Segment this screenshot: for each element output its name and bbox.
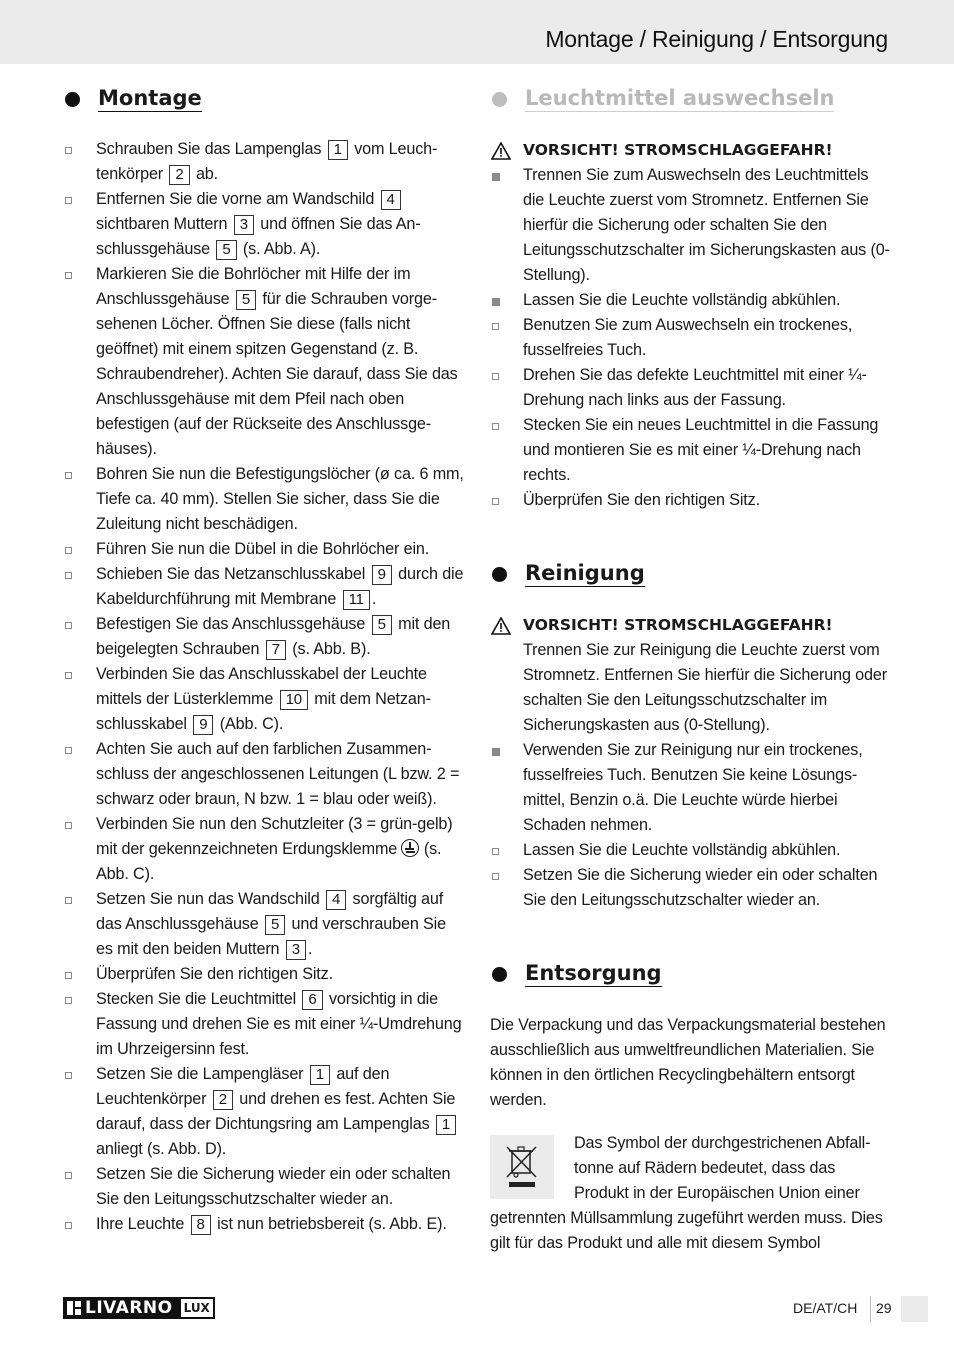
square-bullet-icon xyxy=(65,572,72,579)
item-text: Setzen Sie die Sicherung wieder ein oder schalten Sie den Leitungsschutzschalter wieder an. xyxy=(96,1165,451,1208)
item-text: Verbinden Sie das Anschlusskabel der Leuchte mittels der Lüsterklemme xyxy=(96,665,427,708)
item-text: Stecken Sie die Leuchtmittel xyxy=(96,990,301,1008)
square-bullet-icon xyxy=(65,147,72,154)
brand-suffix: LUX xyxy=(179,1297,215,1319)
list-item xyxy=(63,662,465,737)
item-text: Markieren Sie die Bohrlöcher mit Hilfe der im Anschlussgehäuse xyxy=(96,265,411,308)
square-bullet-icon xyxy=(65,897,72,904)
list-item xyxy=(490,863,892,913)
item-text: Drehen Sie das defekte Leuchtmittel mit einer ¼-Drehung nach links aus der Fassung. xyxy=(523,366,867,409)
bullet-dot-icon xyxy=(492,967,507,982)
footer-tab xyxy=(901,1296,928,1322)
right-column xyxy=(490,84,892,1256)
item-text: Setzen Sie die Lampengläser xyxy=(96,1065,308,1083)
list-item xyxy=(490,488,892,513)
list-item xyxy=(490,363,892,413)
item-text: anliegt (s. Abb. D). xyxy=(96,1140,227,1158)
part-reference: 2 xyxy=(169,165,189,185)
item-text: (s. Abb. B). xyxy=(287,640,371,658)
part-reference: 1 xyxy=(328,140,348,160)
item-text: ab. xyxy=(191,165,218,183)
weee-text: Das Symbol der durchgestrichenen Abfalltonne auf Rädern bedeutet, dass das Produkt in der Europäischen Union einer getrennten Müllsammlung zugeführt werden muss. Dies gilt für das Produkt und alle mit diesem Symbol xyxy=(490,1134,883,1252)
item-text: Schrauben Sie das Lampenglas xyxy=(96,140,326,158)
square-bullet-icon xyxy=(65,1172,72,1179)
list-item xyxy=(490,838,892,863)
item-text: vorsichtig in die Fassung und drehen Sie es mit einer ¼-Umdrehung im Uhrzeigersinn fest. xyxy=(96,990,462,1058)
list-item xyxy=(63,812,465,887)
part-reference: 9 xyxy=(193,715,213,735)
item-text: Ihre Leuchte xyxy=(96,1215,189,1233)
part-reference: 3 xyxy=(234,215,254,235)
filled-square-bullet-icon xyxy=(492,748,500,756)
bullet-dot-icon xyxy=(492,567,507,582)
part-reference: 5 xyxy=(265,915,285,935)
list-item xyxy=(490,288,892,313)
brand-name: LIVARNO xyxy=(85,1298,173,1318)
list-item xyxy=(490,313,892,363)
part-reference: 4 xyxy=(326,890,346,910)
list-item xyxy=(63,1162,465,1212)
list-item xyxy=(490,413,892,488)
square-bullet-icon xyxy=(492,423,499,430)
page-title: Montage / Reinigung / Entsorgung xyxy=(545,26,888,52)
warning-reinigung xyxy=(490,613,892,638)
part-reference: 9 xyxy=(372,565,392,585)
part-reference: 10 xyxy=(280,690,308,710)
part-reference: 5 xyxy=(236,290,256,310)
list-item xyxy=(63,1212,465,1237)
montage-list xyxy=(63,137,465,1237)
square-bullet-icon xyxy=(65,747,72,754)
item-text: und verschrauben Sie es mit den beiden Muttern xyxy=(96,915,446,958)
item-text: Verbinden Sie nun den Schutzleiter (3 = grün-gelb) mit der gekennzeichneten Erdungsklemme xyxy=(96,815,453,858)
item-text: Benutzen Sie zum Auswechseln ein trockenes, fusselfreies Tuch. xyxy=(523,316,853,359)
square-bullet-icon xyxy=(65,547,72,554)
left-column xyxy=(63,84,465,1237)
square-bullet-icon xyxy=(65,972,72,979)
item-text: sichtbaren Muttern xyxy=(96,215,232,233)
section-heading-entsorgung xyxy=(490,959,892,989)
leuchtmittel-list xyxy=(490,163,892,513)
square-bullet-icon xyxy=(492,373,499,380)
list-item xyxy=(63,187,465,262)
square-bullet-icon xyxy=(492,323,499,330)
item-text: Setzen Sie nun das Wandschild xyxy=(96,890,324,908)
heading-text: Entsorgung xyxy=(525,961,662,985)
square-bullet-icon xyxy=(65,822,72,829)
list-item xyxy=(63,537,465,562)
brand-logo-main xyxy=(63,1297,179,1319)
square-bullet-icon xyxy=(492,873,499,880)
section-heading-montage xyxy=(63,84,465,114)
item-text: auf den Leuchtenkörper xyxy=(96,1065,390,1108)
bullet-dot-icon xyxy=(65,92,80,107)
item-text: Entfernen Sie die vorne am Wandschild xyxy=(96,190,379,208)
filled-square-bullet-icon xyxy=(492,298,500,306)
list-item xyxy=(63,987,465,1062)
logo-mark-icon xyxy=(67,1301,81,1315)
reinigung-list xyxy=(490,738,892,913)
page-number: 29 xyxy=(876,1300,892,1316)
item-text: Lassen Sie die Leuchte vollständig abkühlen. xyxy=(523,291,841,309)
footer-locale: DE/AT/CH xyxy=(793,1300,858,1316)
warning-leuchtmittel xyxy=(490,138,892,163)
list-item xyxy=(63,1062,465,1162)
item-text: Stecken Sie ein neues Leuchtmittel in die Fassung und montieren Sie es mit einer ¼-Drehung nach rechts. xyxy=(523,416,879,484)
item-text: . xyxy=(371,590,377,608)
item-text: Bohren Sie nun die Befestigungslöcher (ø ca. 6 mm, Tiefe ca. 40 mm). Stellen Sie sicher, dass Sie die Zuleitung nicht beschädigen. xyxy=(96,465,464,533)
item-text: vom Leuchtenkörper xyxy=(96,140,438,183)
item-text: Lassen Sie die Leuchte vollständig abkühlen. xyxy=(523,841,841,859)
item-text: Setzen Sie die Sicherung wieder ein oder schalten Sie den Leitungsschutzschalter wieder an. xyxy=(523,866,878,909)
list-item xyxy=(63,887,465,962)
part-reference: 3 xyxy=(286,940,306,960)
heading-text: Montage xyxy=(98,86,202,110)
list-item xyxy=(63,462,465,537)
section-heading-leuchtmittel xyxy=(490,84,892,114)
warning-triangle-icon xyxy=(491,617,511,635)
warning-text: VORSICHT! STROMSCHLAGGEFAHR! xyxy=(523,616,833,634)
part-reference: 5 xyxy=(216,240,236,260)
part-reference: 1 xyxy=(310,1065,330,1085)
list-item xyxy=(63,262,465,462)
part-reference: 1 xyxy=(436,1115,456,1135)
part-reference: 6 xyxy=(302,990,322,1010)
square-bullet-icon xyxy=(65,1072,72,1079)
list-item xyxy=(490,738,892,838)
item-text: . xyxy=(307,940,313,958)
part-reference: 5 xyxy=(372,615,392,635)
item-text: sorgfältig auf das Anschlussgehäuse xyxy=(96,890,444,933)
item-text: Schieben Sie das Netzanschlusskabel xyxy=(96,565,370,583)
weee-block xyxy=(490,1131,892,1256)
list-item xyxy=(63,562,465,612)
list-item xyxy=(63,612,465,662)
item-text: (s. Abb. C). xyxy=(96,840,442,883)
item-text: Überprüfen Sie den richtigen Sitz. xyxy=(523,491,760,509)
part-reference: 4 xyxy=(381,190,401,210)
square-bullet-icon xyxy=(65,997,72,1004)
square-bullet-icon xyxy=(65,622,72,629)
part-reference: 2 xyxy=(213,1090,233,1110)
footer-divider xyxy=(870,1296,871,1322)
list-item xyxy=(63,737,465,812)
item-text: Führen Sie nun die Dübel in die Bohrlöcher ein. xyxy=(96,540,430,558)
item-text: ist nun betriebsbereit (s. Abb. E). xyxy=(212,1215,447,1233)
square-bullet-icon xyxy=(65,672,72,679)
disposal-paragraph: Die Verpackung und das Verpackungsmaterial bestehen ausschließlich aus umweltfreundlichen Materialien. Sie können in den örtlichen Recyclingbehältern entsorgt werden. xyxy=(490,1016,886,1109)
item-text: Trennen Sie zum Auswechseln des Leuchtmittels die Leuchte zuerst vom Stromnetz. Entfernen Sie hierfür die Sicherung oder schalten Sie den Leitungsschutzschalter im Sicherungskasten aus (0-Stellung). xyxy=(523,166,890,284)
page-header xyxy=(0,0,954,64)
item-text: mit dem Netzanschlusskabel xyxy=(96,690,431,733)
square-bullet-icon xyxy=(65,1222,72,1229)
item-text: für die Schrauben vorgesehenen Löcher. Öffnen Sie diese (falls nicht geöffnet) mit einem spitzen Gegenstand (z. B. Schraubendreher). Achten Sie darauf, dass Sie das Anschlussgehäuse mit dem Pfeil nach oben befestigen (auf der Rückseite des Anschlussgehäuses). xyxy=(96,290,458,458)
square-bullet-icon xyxy=(65,272,72,279)
item-text: und drehen es fest. Achten Sie darauf, dass der Dichtungsring am Lampenglas xyxy=(96,1090,456,1133)
heading-text: Reinigung xyxy=(525,561,645,585)
list-item xyxy=(490,163,892,288)
section-heading-reinigung xyxy=(490,559,892,589)
ground-symbol-icon xyxy=(401,839,419,857)
part-reference: 8 xyxy=(191,1215,211,1235)
square-bullet-icon xyxy=(65,197,72,204)
item-text: durch die Kabeldurchführung mit Membrane xyxy=(96,565,464,608)
filled-square-bullet-icon xyxy=(492,173,500,181)
item-text: Verwenden Sie zur Reinigung nur ein trockenes, fusselfreies Tuch. Benutzen Sie keine Lösungsmittel, Benzin o.ä. Die Leuchte würde hierbei Schaden nehmen. xyxy=(523,741,863,834)
item-text: Befestigen Sie das Anschlussgehäuse xyxy=(96,615,370,633)
list-item xyxy=(63,962,465,987)
heading-text: Leuchtmittel auswechseln xyxy=(525,86,835,110)
square-bullet-icon xyxy=(492,498,499,505)
part-reference: 11 xyxy=(343,590,370,610)
item-text: Überprüfen Sie den richtigen Sitz. xyxy=(96,965,333,983)
warning-text: VORSICHT! STROMSCHLAGGEFAHR! xyxy=(523,141,833,159)
square-bullet-icon xyxy=(492,848,499,855)
item-text: (s. Abb. A). xyxy=(238,240,321,258)
weee-bin-icon xyxy=(490,1135,554,1199)
item-text: (Abb. C). xyxy=(215,715,284,733)
list-item xyxy=(63,137,465,187)
item-text: Achten Sie auch auf den farblichen Zusammenschluss der angeschlossenen Leitungen (L bzw. 2 = schwarz oder braun, N bzw. 1 = blau oder weiß). xyxy=(96,740,460,808)
item-text: und öffnen Sie das Anschlussgehäuse xyxy=(96,215,421,258)
square-bullet-icon xyxy=(65,472,72,479)
brand-logo xyxy=(63,1297,215,1319)
warning-triangle-icon xyxy=(491,142,511,160)
warning-body: Trennen Sie zur Reinigung die Leuchte zuerst vom Stromnetz. Entfernen Sie hierfür die Sicherung oder schalten Sie den Leitungsschutzschalter im Sicherungskasten aus (0-Stellung). xyxy=(523,641,887,734)
part-reference: 7 xyxy=(266,640,286,660)
item-text: mit den beigelegten Schrauben xyxy=(96,615,451,658)
bullet-dot-icon xyxy=(492,92,507,107)
